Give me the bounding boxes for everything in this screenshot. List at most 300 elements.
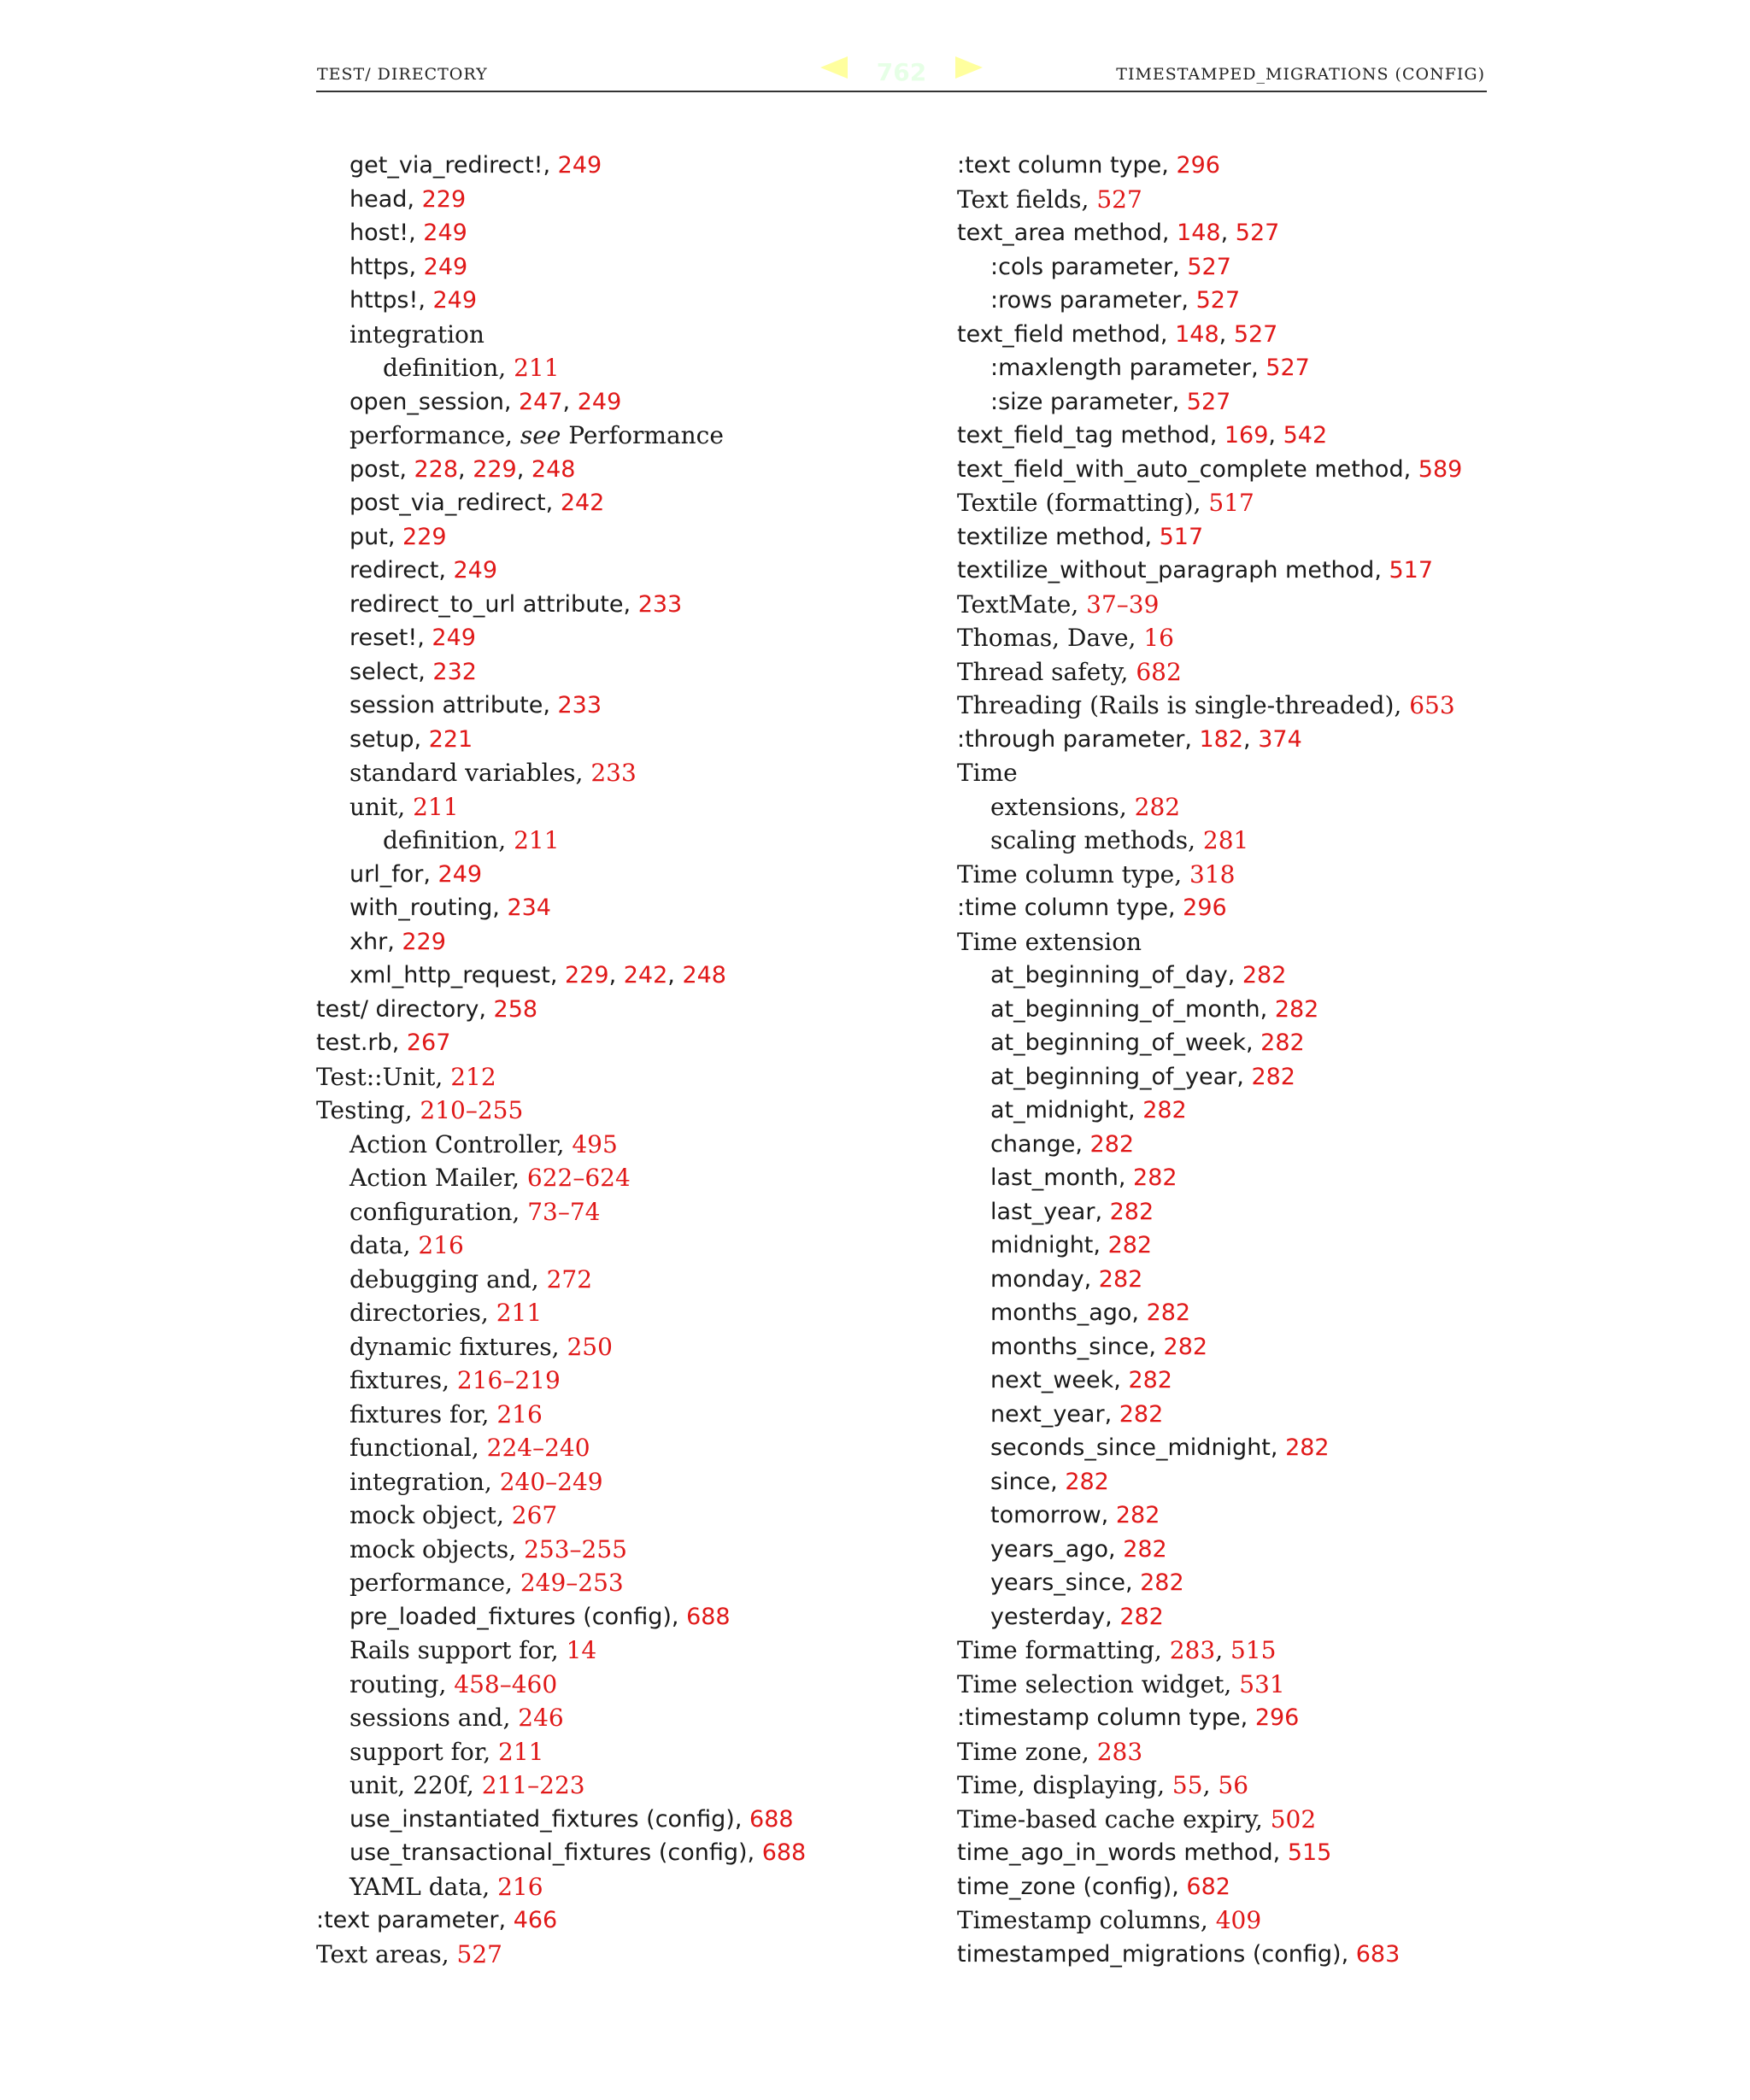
index-entry: xhr, 229 <box>349 928 446 955</box>
page-ref-link[interactable]: 249 <box>577 388 622 415</box>
index-entry: Time, displaying, 55, 56 <box>957 1771 1249 1799</box>
index-term: Test::Unit <box>316 1062 436 1091</box>
index-entry: at_beginning_of_week, 282 <box>990 1029 1305 1056</box>
page-ref-link[interactable]: 249 <box>423 253 468 280</box>
index-term-suffix: method <box>1071 320 1160 348</box>
page-ref-link[interactable]: 589 <box>1418 455 1463 483</box>
index-entry: since, 282 <box>990 1468 1109 1495</box>
index-entry: textilize_without_paragraph method, 517 <box>957 557 1434 584</box>
index-term: monday <box>990 1265 1084 1293</box>
index-term: fixtures <box>349 1366 443 1394</box>
page-ref-link[interactable]: 148 <box>1177 220 1221 246</box>
page-ref-link[interactable]: 282 <box>1260 1029 1305 1056</box>
page-ref-link[interactable]: 527 <box>456 1939 502 1968</box>
index-entry: select, 232 <box>349 658 477 685</box>
index-term: get_via_redirect! <box>349 152 543 179</box>
index-entry: url_for, 249 <box>349 860 483 888</box>
page-ref-link[interactable]: 682 <box>1136 657 1182 686</box>
index-term: Time, displaying <box>957 1771 1158 1799</box>
page-ref-link[interactable]: 296 <box>1183 895 1227 921</box>
page-ref-link[interactable]: 282 <box>1285 1434 1330 1461</box>
index-term: Time selection widget <box>957 1669 1224 1698</box>
page-ref-link[interactable]: 282 <box>1107 1232 1153 1258</box>
index-entry: Text areas, 527 <box>316 1939 502 1968</box>
page-ref-link[interactable]: 232 <box>432 658 477 685</box>
index-term: performance <box>349 421 506 449</box>
page-ref-link[interactable]: 267 <box>406 1029 451 1056</box>
page-ref-link[interactable]: 242 <box>560 490 605 516</box>
page-ref-link[interactable]: 148 <box>1175 320 1219 348</box>
index-term: setup <box>349 725 414 753</box>
index-entry: time_ago_in_words method, 515 <box>957 1839 1332 1866</box>
index-term: select <box>349 658 419 685</box>
index-term: months_ago <box>990 1299 1132 1326</box>
index-entry: put, 229 <box>349 523 447 550</box>
index-term: head <box>349 185 408 213</box>
index-entry: routing, 458–460 <box>349 1669 558 1698</box>
index-entry: test.rb, 267 <box>316 1029 451 1056</box>
page-ref-link[interactable]: 296 <box>1176 152 1220 179</box>
index-entry: get_via_redirect!, 249 <box>349 152 602 179</box>
index-entry: :rows parameter, 527 <box>990 287 1241 314</box>
page-ref-link[interactable]: 282 <box>1163 1333 1208 1360</box>
page-ref-link[interactable]: 242 <box>623 962 668 988</box>
index-term: post <box>349 455 400 483</box>
header-right-term: TIMESTAMPED_MIGRATIONS (CONFIG) <box>1116 65 1485 84</box>
index-term-suffix: parameter <box>1059 287 1182 314</box>
index-term: Time <box>957 759 1018 787</box>
page-ref-link[interactable]: 249 <box>432 625 476 651</box>
index-term: midnight <box>990 1232 1094 1258</box>
index-term: :through <box>957 725 1056 753</box>
index-entry: Thread safety, 682 <box>957 657 1182 686</box>
page-ref-link[interactable]: 258 <box>493 995 538 1023</box>
index-term: use_transactional_fixtures <box>349 1839 652 1866</box>
page-ref-link[interactable]: 281 <box>1202 826 1249 854</box>
index-term: Time-based cache expiry <box>957 1804 1255 1833</box>
index-entry <box>957 756 1555 790</box>
index-term: textilize <box>957 523 1048 550</box>
page-ref-link[interactable]: 229 <box>565 962 609 988</box>
page-ref-link[interactable]: 250 <box>567 1332 613 1361</box>
page-ref-link[interactable]: 211 <box>514 826 560 854</box>
see-label: see <box>520 421 561 449</box>
page-ref-link[interactable]: 247 <box>519 388 563 415</box>
index-entry: integration, 240–249 <box>349 1467 603 1496</box>
page-ref-link[interactable]: 228 <box>414 455 459 483</box>
next-page-arrow-icon[interactable] <box>955 56 983 79</box>
page-ref-link[interactable]: 248 <box>682 962 726 988</box>
page-number: 762 <box>876 58 927 86</box>
index-term: integration <box>349 1467 484 1496</box>
page-ref-link[interactable]: 229 <box>402 523 447 550</box>
page-ref-link[interactable]: 515 <box>1230 1636 1277 1664</box>
page-ref-link[interactable]: 527 <box>1233 320 1278 348</box>
index-term-suffix: method <box>1120 422 1210 449</box>
index-entry: extensions, 282 <box>990 792 1181 821</box>
index-term: session <box>349 692 435 719</box>
index-term-suffix: (config) <box>658 1839 748 1866</box>
index-entry: definition, 211 <box>383 354 560 382</box>
index-entry: last_year, 282 <box>990 1198 1154 1225</box>
index-entry: Test::Unit, 212 <box>316 1062 496 1091</box>
index-entry: change, 282 <box>990 1130 1135 1158</box>
index-term: Threading (Rails is single-threaded) <box>957 691 1395 719</box>
page-ref-link[interactable]: 211 <box>413 792 459 821</box>
index-term: at_beginning_of_day <box>990 962 1228 988</box>
index-entry: performance, see Performance <box>349 421 724 449</box>
page-ref-link[interactable]: 216 <box>496 1399 543 1428</box>
index-entry: Thomas, Dave, 16 <box>957 624 1174 652</box>
index-entry: :maxlength parameter, 527 <box>990 355 1310 381</box>
index-entry: Action Mailer, 622–624 <box>349 1164 631 1192</box>
index-term-suffix: (config) <box>1083 1873 1172 1900</box>
page-ref-link[interactable]: 267 <box>511 1501 558 1529</box>
index-entry: Time formatting, 283, 515 <box>957 1636 1277 1664</box>
page-ref-link[interactable]: 253–255 <box>524 1534 627 1563</box>
page-ref-link[interactable]: 688 <box>749 1805 794 1833</box>
index-entry: next_week, 282 <box>990 1367 1172 1393</box>
index-term: at_beginning_of_week <box>990 1029 1246 1056</box>
index-term: :text <box>957 152 1011 179</box>
page-ref-link[interactable]: 318 <box>1189 859 1236 889</box>
index-term-suffix: parameter <box>1050 388 1172 415</box>
index-entry: support for, 211 <box>349 1737 544 1766</box>
page-ref-link[interactable]: 282 <box>1109 1198 1154 1225</box>
index-term: :timestamp <box>957 1704 1089 1731</box>
index-term: integration <box>349 320 484 349</box>
index-entry: sessions and, 246 <box>349 1704 564 1732</box>
index-entry: host!, 249 <box>349 220 467 246</box>
index-column-left <box>316 149 914 1971</box>
page-ref-link[interactable]: 688 <box>686 1603 731 1630</box>
page-ref-link[interactable]: 653 <box>1409 691 1455 719</box>
index-term: since <box>990 1468 1051 1495</box>
index-term-suffix: column type <box>1096 1704 1241 1731</box>
page-ref-link[interactable]: 502 <box>1270 1804 1317 1833</box>
index-entry: fixtures, 216–219 <box>349 1366 561 1394</box>
index-term: definition <box>383 826 499 854</box>
index-term: text_field <box>957 320 1065 348</box>
page-ref-link[interactable]: 216 <box>418 1231 464 1259</box>
index-term-suffix: method <box>1055 523 1145 550</box>
index-entry: text_field_with_auto_complete method, 589 <box>957 455 1463 483</box>
page-ref-link[interactable]: 622–624 <box>526 1164 631 1192</box>
index-term: debugging and <box>349 1264 531 1293</box>
page-ref-link[interactable]: 282 <box>1128 1367 1172 1393</box>
index-entry: yesterday, 282 <box>990 1603 1164 1630</box>
index-term: time_zone <box>957 1873 1076 1900</box>
index-entry: text_field method, 148, 527 <box>957 320 1278 348</box>
index-entry: unit, 220f, 211–223 <box>349 1771 585 1799</box>
index-term: xml_http_request <box>349 962 550 988</box>
page-ref-link[interactable]: 282 <box>1123 1535 1167 1563</box>
index-term-suffix: directory <box>375 995 479 1023</box>
index-term: :cols <box>990 253 1044 280</box>
index-entry: time_zone (config), 682 <box>957 1873 1230 1900</box>
page-ref-link[interactable]: 283 <box>1096 1737 1143 1766</box>
page-ref-link[interactable]: 374 <box>1258 725 1302 753</box>
page-ref-link[interactable]: 282 <box>1115 1502 1160 1528</box>
page-ref-link[interactable]: 16 <box>1143 624 1174 652</box>
index-term: https! <box>349 287 419 314</box>
index-entry: TextMate, 37–39 <box>957 590 1160 619</box>
page-ref-link[interactable]: 282 <box>1119 1400 1164 1428</box>
page-ref-link[interactable]: 212 <box>450 1062 496 1091</box>
index-term: Rails support for <box>349 1636 551 1664</box>
page-ref-link[interactable]: 229 <box>402 928 446 955</box>
page-ref-link[interactable]: 221 <box>428 725 473 753</box>
index-entry: configuration, 73–74 <box>349 1197 601 1226</box>
index-entry: Time zone, 283 <box>957 1737 1143 1766</box>
index-term: redirect_to_url <box>349 590 516 618</box>
index-entry: mock objects, 253–255 <box>349 1534 627 1563</box>
page-ref-link[interactable]: 527 <box>1266 355 1310 381</box>
page-ref-link[interactable]: 233 <box>557 692 602 719</box>
page-ref-link[interactable]: 249 <box>438 860 483 888</box>
page-ref-link[interactable]: 282 <box>1274 995 1319 1023</box>
page-ref-link[interactable]: 249 <box>423 220 467 246</box>
index-term: standard variables <box>349 759 576 787</box>
index-term: Text areas <box>316 1939 442 1968</box>
page-ref-link[interactable]: 246 <box>518 1704 564 1732</box>
page-ref-link[interactable]: 216 <box>497 1872 543 1901</box>
index-term-suffix: method <box>1285 557 1375 584</box>
index-entry: seconds_since_midnight, 282 <box>990 1434 1330 1461</box>
index-entry: YAML data, 216 <box>349 1872 543 1901</box>
index-term: tomorrow <box>990 1502 1101 1528</box>
index-term: Time extension <box>957 927 1142 956</box>
index-term: test.rb <box>316 1029 392 1056</box>
page-ref-link[interactable]: 282 <box>1133 1164 1177 1191</box>
index-entry: use_instantiated_fixtures (config), 688 <box>349 1805 794 1833</box>
page-ref-link[interactable]: 517 <box>1208 489 1254 517</box>
index-term: timestamped_migrations <box>957 1940 1246 1968</box>
page-ref-link[interactable]: 296 <box>1254 1704 1300 1731</box>
index-entry: scaling methods, 281 <box>990 826 1249 854</box>
index-entry: next_year, 282 <box>990 1400 1164 1428</box>
page-ref-link[interactable]: 282 <box>1098 1265 1143 1293</box>
page-ref-link[interactable]: 282 <box>1242 962 1287 988</box>
page-ref-link[interactable]: 249 <box>453 557 498 584</box>
index-entry: Timestamp columns, 409 <box>957 1906 1262 1934</box>
index-term: xhr <box>349 928 388 955</box>
index-term: last_month <box>990 1164 1119 1191</box>
index-entry: post, 228, 229, 248 <box>349 455 576 483</box>
index-term: :time <box>957 895 1018 921</box>
index-term: next_year <box>990 1400 1105 1428</box>
page-ref-link[interactable]: 234 <box>507 895 551 921</box>
index-term: extensions <box>990 792 1119 821</box>
page-ref-link[interactable]: 458–460 <box>454 1669 558 1698</box>
index-column-right <box>957 149 1555 1971</box>
index-term: change <box>990 1130 1076 1158</box>
index-term-suffix: column type <box>1024 895 1168 921</box>
page-ref-link[interactable]: 182 <box>1199 725 1244 753</box>
page-ref-link[interactable]: 527 <box>1096 185 1142 214</box>
index-term: seconds_since_midnight <box>990 1434 1271 1461</box>
index-term-suffix: parameter <box>1050 253 1173 280</box>
index-term: textilize_without_paragraph <box>957 557 1278 584</box>
index-entry: with_routing, 234 <box>349 895 551 921</box>
index-entry: Time column type, 318 <box>957 859 1236 889</box>
page-ref-link[interactable]: 531 <box>1239 1669 1285 1698</box>
page-ref-link[interactable]: 73–74 <box>527 1197 601 1226</box>
index-entry: redirect, 249 <box>349 557 498 584</box>
index-term-suffix: method <box>1183 1839 1273 1866</box>
index-entry <box>957 925 1555 959</box>
index-entry: at_beginning_of_day, 282 <box>990 962 1287 988</box>
index-term: mock object <box>349 1501 496 1529</box>
index-entry: https!, 249 <box>349 287 478 314</box>
page-ref-link[interactable]: 55 <box>1172 1771 1203 1799</box>
index-entry: Textile (formatting), 517 <box>957 489 1254 517</box>
page-ref-link[interactable]: 683 <box>1355 1940 1401 1968</box>
index-term: pre_loaded_fixtures <box>349 1603 576 1630</box>
page-ref-link[interactable]: 515 <box>1287 1839 1332 1866</box>
index-term: Timestamp columns <box>957 1906 1201 1934</box>
index-term: TextMate <box>957 590 1072 619</box>
index-term: dynamic fixtures <box>349 1332 552 1361</box>
page-ref-link[interactable]: 249 <box>557 152 602 179</box>
page-ref-link[interactable]: 688 <box>761 1839 807 1866</box>
index-term: :size <box>990 388 1043 415</box>
page-ref-link[interactable]: 409 <box>1215 1906 1262 1934</box>
page-ref-link[interactable]: 248 <box>531 455 576 483</box>
page-ref-link[interactable]: 249 <box>432 287 478 314</box>
page-ref-link[interactable]: 240–249 <box>499 1467 603 1496</box>
page-ref-link[interactable]: 282 <box>1146 1299 1191 1326</box>
index-entry: mock object, 267 <box>349 1501 558 1529</box>
page-ref-link[interactable]: 282 <box>1089 1130 1135 1158</box>
page-ref-link[interactable]: 272 <box>546 1264 593 1293</box>
page-ref-link[interactable]: 282 <box>1251 1063 1295 1090</box>
page-ref-link[interactable]: 517 <box>1389 557 1434 584</box>
page-ref-link[interactable]: 282 <box>1134 792 1181 821</box>
page-ref-link[interactable]: 169 <box>1224 422 1269 449</box>
index-term: host! <box>349 220 409 246</box>
page-ref-link[interactable]: 282 <box>1065 1468 1109 1495</box>
index-term: reset! <box>349 625 418 651</box>
index-term: :maxlength <box>990 355 1122 381</box>
index-entry: Testing, 210–255 <box>316 1096 524 1124</box>
index-term: with_routing <box>349 895 493 921</box>
index-term: performance <box>349 1569 506 1597</box>
page-ref-link[interactable]: 14 <box>566 1636 597 1664</box>
index-entry: tomorrow, 282 <box>990 1502 1160 1528</box>
page-ref-link[interactable]: 682 <box>1186 1873 1230 1900</box>
index-term: at_beginning_of_month <box>990 995 1260 1023</box>
index-term: text_area <box>957 220 1066 246</box>
index-term: time_ago_in_words <box>957 1839 1177 1866</box>
index-term: at_midnight <box>990 1097 1129 1123</box>
page-ref-link[interactable]: 466 <box>513 1907 558 1933</box>
page-ref-link[interactable]: 282 <box>1140 1569 1184 1596</box>
page-ref-link[interactable]: 211 <box>498 1737 544 1766</box>
index-entry: Action Controller, 495 <box>349 1129 618 1159</box>
index-term: definition <box>383 354 499 382</box>
index-entry: post_via_redirect, 242 <box>349 490 605 516</box>
index-entry: debugging and, 272 <box>349 1264 593 1293</box>
index-term: Thread safety <box>957 657 1121 686</box>
index-entry: years_ago, 282 <box>990 1535 1167 1563</box>
page-ref-link[interactable]: 233 <box>637 590 683 618</box>
index-term: :rows <box>990 287 1053 314</box>
index-term: months_since <box>990 1333 1149 1360</box>
index-term: last_year <box>990 1198 1095 1225</box>
index-entry: :timestamp column type, 296 <box>957 1704 1300 1731</box>
page-ref-link[interactable]: 56 <box>1218 1771 1249 1799</box>
index-term-suffix: (config) <box>1252 1940 1342 1968</box>
index-term: functional <box>349 1434 472 1462</box>
index-term: text_field_with_auto_complete <box>957 455 1307 483</box>
index-entry: xml_http_request, 229, 242, 248 <box>349 962 726 988</box>
page-ref-link[interactable]: 229 <box>473 455 517 483</box>
prev-page-arrow-icon[interactable] <box>820 56 848 79</box>
page-ref-link[interactable]: 37–39 <box>1086 590 1160 619</box>
index-entry: open_session, 247, 249 <box>349 388 622 415</box>
index-entry: functional, 224–240 <box>349 1434 590 1462</box>
index-entry: use_transactional_fixtures (config), 688 <box>349 1839 807 1866</box>
page-ref-link[interactable]: 210–255 <box>420 1096 524 1124</box>
index-entry: text_field_tag method, 169, 542 <box>957 422 1328 449</box>
page-ref-link[interactable]: 527 <box>1187 253 1231 280</box>
index-term: put <box>349 523 388 550</box>
page-ref-link[interactable]: 527 <box>1186 388 1231 415</box>
page-ref-link[interactable]: 282 <box>1119 1603 1164 1630</box>
index-entry: midnight, 282 <box>990 1232 1153 1258</box>
page-ref-link[interactable]: 495 <box>572 1129 618 1159</box>
header-rule <box>316 91 1487 92</box>
page-ref-link[interactable]: 527 <box>1235 220 1280 246</box>
page-ref-link[interactable]: 542 <box>1283 422 1328 449</box>
header-left-term: TEST/ DIRECTORY <box>317 65 488 84</box>
index-entry: https, 249 <box>349 253 468 280</box>
page-ref-link[interactable]: 216–219 <box>456 1366 561 1394</box>
page-ref-link[interactable]: 517 <box>1159 523 1204 550</box>
index-entry: data, 216 <box>349 1231 464 1259</box>
index-entry: session attribute, 233 <box>349 692 602 719</box>
page-ref-link[interactable]: 527 <box>1195 287 1241 314</box>
page-ref-link[interactable]: 211 <box>496 1299 543 1327</box>
page-ref-link[interactable]: 211 <box>514 354 560 382</box>
index-term: years_ago <box>990 1535 1109 1563</box>
index-term-suffix: attribute <box>442 692 543 719</box>
index-term-suffix: method <box>1314 455 1404 483</box>
index-entry: redirect_to_url attribute, 233 <box>349 590 683 618</box>
page-ref-link[interactable]: 283 <box>1169 1636 1216 1664</box>
index-entry: :cols parameter, 527 <box>990 253 1231 280</box>
index-term: unit <box>349 792 398 821</box>
index-term: years_since <box>990 1569 1125 1596</box>
page-ref-link[interactable]: 282 <box>1142 1097 1187 1123</box>
index-entry: months_ago, 282 <box>990 1299 1191 1326</box>
index-term-suffix: parameter <box>1129 355 1252 381</box>
page-ref-link[interactable]: 224–240 <box>486 1434 590 1462</box>
index-term: fixtures for <box>349 1399 482 1428</box>
page-ref-link[interactable]: 233 <box>590 759 637 787</box>
page-ref-link[interactable]: 229 <box>421 185 467 213</box>
page-ref-link[interactable]: 249–253 <box>520 1569 624 1597</box>
index-entry: Threading (Rails is single-threaded), 653 <box>957 691 1455 719</box>
running-header <box>316 53 1487 92</box>
index-entry: head, 229 <box>349 185 467 213</box>
index-term-suffix: method <box>1072 220 1162 246</box>
index-term: directories <box>349 1299 481 1327</box>
index-entry: :time column type, 296 <box>957 895 1227 921</box>
page-ref-link[interactable]: 211–223 <box>481 1771 585 1799</box>
index-term: :text <box>316 1907 370 1933</box>
